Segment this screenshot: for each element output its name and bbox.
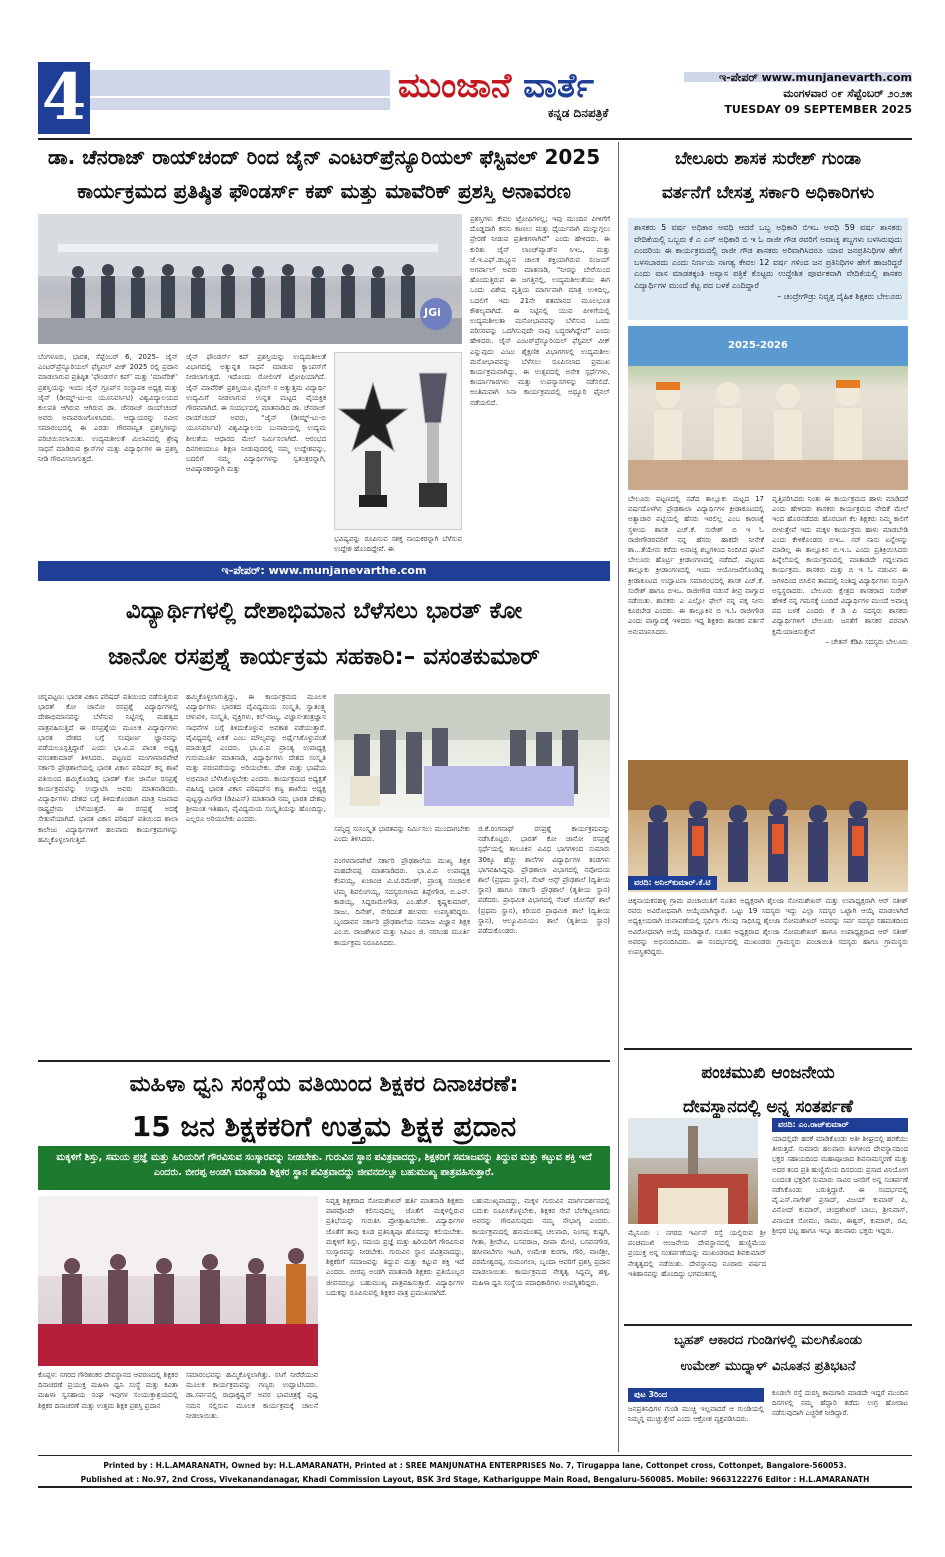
right3-column: ಮೈಸೂರು : ನಗರದ ಇರ್ವಿನ್ ರಸ್ತೆ ಯಲ್ಲಿರುವ ಶ್ರೀ ಪಂಚಮುಖಿ ಆಂಜನೇಯ ದೇವಸ್ಥಾನದಲ್ಲಿ ಹುಣ್ಣಿಮೆಯ ಪ್ರಯುಕ್ತ ಅನ್ನ ಸಂತರ್ಪಣೆಯನ್ನು ಮುಖಂಡರಾದ ಶಿವಕುಮಾರ್ ನೇತೃತ್ವದಲ್ಲಿ ನಡೆಯಿತು. ದೇವಸ್ಥಾನವು ನೂರಾರು ವರ್ಷದ ಇತಿಹಾಸವನ್ನು ಹೊಂದಿದ್ದು ಭಗವಂತನಲ್ಲಿ xyxy=(628,1229,766,1278)
story3-column: ಕೊಪ್ಪಳ: ನಗರದ ಗೌರಿಶಂಕರ ದೇವಸ್ಥಾನದ ಆವರಣದಲ್ಲಿ ಶಿಕ್ಷಕರ ದಿನಾಚರಣೆ ಪ್ರಯುಕ್ತ ಮಹಿಳಾ ಧ್ವನಿ ಸಂಸ್ಥೆ ಮತ್ತು ಕವಿತಾ ಮಹಿಳಾ ಸ್ವಸಹಾಯ ಸಂಘ ಇವುಗಳ ಸಂಯುಕ್ತಾಶ್ರಯದಲ್ಲಿ ಶಿಕ್ಷಕರ ದಿನಾಚರಣೆ ಮತ್ತು ಉತ್ತಮ ಶಿಕ್ಷಕ ಪ್ರಶಸ್ತಿ ಪ್ರದಾನ xyxy=(38,1371,178,1410)
right4-headline xyxy=(624,1328,912,1380)
story3-column: ಸಮಾರಂಭವನ್ನು ಹಮ್ಮಿಕೊಳ್ಳಲಾಗಿತ್ತು. ಸಸಿಗೆ ನೀರೆರೆಯುವ ಮೂಲಕ ಕಾರ್ಯಕ್ರಮವನ್ನು ಗಣ್ಯರು ಉದ್ಘಾಟಿಸಿದರು. ಡಾ.ಸರ್ವಪಲ್ಲಿ ರಾಧಾಕೃಷ್ಣನ್ ಅವರ ಭಾವಚಿತ್ರಕ್ಕೆ ಪುಷ್ಪ ನಮನ ಸಲ್ಲಿಸುವ ಮೂಲಕ ಕಾರ್ಯಕ್ರಮಕ್ಕೆ ಚಾಲನೆ ನೀಡಲಾಯಿತು. xyxy=(186,1371,318,1420)
story1-headline xyxy=(38,140,610,208)
right1-headline-line1: ಬೇಲೂರು ಶಾಸಕ ಸುರೇಶ್ ಗುಂಡಾ xyxy=(675,149,861,169)
date-kannada: ಮಂಗಳವಾರ ೦೯ ಸೆಪ್ಟೆಂಬರ್ ೨೦೨೫ xyxy=(783,87,912,100)
right3-reporter-tag: ವರದಿ: ಎಂ.ರಾಜ್‌ಕುಮಾರ್ xyxy=(772,1118,908,1132)
story3-column: ಬಹುಮುಖ್ಯವಾದದ್ದು, ಮಕ್ಕಳ ಗುರುವಿನ ಮಾರ್ಗದರ್ಶನದಲ್ಲಿ ಬದುಕು ರೂಪಿಸಿಕೊಳ್ಳಬೇಕು, ಶಿಕ್ಷಕರ ಸೇವೆ ಬೆಲೆಕಟ್ಟಲಾಗದು ಅವರನ್ನು ಗೌರವಿಸುವುದು ನಮ್ಮ ಸೌಭಾಗ್ಯ ಎಂದರು. ಕಾರ್ಯಕ್ರಮದಲ್ಲಿ ಹನುಮಂತಪ್ಪ ಚಲವಾದಿ, ನಿಂಗಪ್ಪ ಕುಷ್ಟಗಿ, ಗೀತಾ, ಶ್ರೀದೇವಿ, ಬಸವರಾಜ, ದೀಪಾ ಮೇಟಿ, ಬಸವನಗೌಡ, ಹಸೀನಾಬೇಗಂ ಇಟಗಿ, ಉಮೇಶ ಕುರಗಾ, ಗೌರಿ, ವಾಣಿಶ್ರೀ, ಪರಮೇಶ್ವರಪ್ಪ, ಸುಮಂಗಲಾ, ಬೃಂದಾ ಆವರಿಗೆ ಪ್ರಶಸ್ತಿ ಪ್ರದಾನ ಮಾಡಲಾಯಿತು. ಕಾರ್ಯಕ್ರಮದ ನೇತೃತ್ವ ಸಿದ್ದಮ್ಮ ಹಳ್ಳಿ, ಮಹಿಳಾ ಧ್ವನಿ ಸಂಸ್ಥೆಯ ಪದಾಧಿಕಾರಿಗಳು ಉಪಸ್ಥಿತರಿದ್ದರು. xyxy=(472,1197,610,1287)
story1-headline-line1: ಡಾ. ಚೆನರಾಜ್ ರಾಯ್‌ಚಂದ್ ರಿಂದ ಜೈನ್ ಎಂಟರ್‌ಪ್ರೆನ್ಯೂರಿಯಲ್ ಫೆಸ್ಟಿವಲ್ 2025 xyxy=(47,145,601,169)
story1-column: ಪ್ರಶಸ್ತಿಗಳು ಕೇವಲ ಟ್ರೋಫಿಗಳಲ್ಲ; ಇವು ಮುಂದಿನ ಪೀಳಿಗೆಗೆ ದೊಡ್ಡದಾಗಿ ಕನಸು ಕಾಣಲು ಮತ್ತು ಧೈರ್ಯವಾಗಿ ಮುನ್ನುಗ್ಗಲು ಪ್ರೇರಣೆ ನೀಡುವ ಪ್ರತೀಕಗಳಾಗಿವೆ” ಎಂದು ಹೇಳಿದರು. ಈ ಕುರಿತು ಜೈನ್ ಲಾಂಚ್‌ಪ್ಯಾಡ್‌ನ ಸಿಇಒ, ಮತ್ತು ಜೆ.ಇ.ಎಫ್.ಡಬ್ಲ್ಯೂನ ಚಾಲಕ ಶಕ್ತಿಯಾಗಿರುವ ಸಂಜಯ್ ಅಗರ್ವಾಲ್ ಅವರು ಮಾತನಾಡಿ, “ನೀರನ್ನು ಬೇರೆಯಿಂದ ಹೊಂದುತ್ತಿರುವ ಈ ಜಗತ್ತಿನಲ್ಲಿ, ಉದ್ಯಮಶೀಲತೆಯು ಈಗ ಒಂದು ವಿಶೇಷ ವೃತ್ತಿಯ ಮಾರ್ಗವಾಗಿ ಮಾತ್ರ ಉಳಿದಿಲ್ಲ, ಬದಲಿಗೆ ಇದು 21ನೇ ಶತಮಾನದ ಮೂಲಭೂತ ಕೌಶಲ್ಯವಾಗಿದೆ. ಈ ನಿಟ್ಟಿನಲ್ಲಿ ಯುವ ಪೀಳಿಗೆಯಲ್ಲಿ ಉದ್ಯಮಶೀಲತಾ ಮನೋಭಾವವನ್ನು ಬೆಳೆಸುವ ಒಂದು ಪರಿಸರವನ್ನು ಒದಗಿಸುವುದೇ ನಾವು ಬದ್ಧರಾಗಿದ್ದೇವೆ” ಎಂದು ಹೇಳಿದರು. ಜೈನ್ ಎಂಟರ್‌ಪ್ರೆನ್ಯೂರಿಯಲ್ ಫೆಸ್ಟಿವಲ್ ವೀಕ್ ಎನ್ನುವುದು ಎಂಟು ಶೈಕ್ಷಣಿಕ ವಿಭಾಗಗಳಲ್ಲಿ ಉದ್ಯಮಶೀಲ ಮನೋಭಾವವನ್ನು ಬೆಳೆಸಲು ರೂಪಿಸಲಾದ ಪ್ರಮುಖ ಕಾರ್ಯಕ್ರಮವಾಗಿದ್ದು, ಈ ಉತ್ಸವದಲ್ಲಿ ಅನೇಕ ಸ್ಪರ್ಧೆಗಳು, ಕಾರ್ಯಾಗಾರಗಳು ಮತ್ತು ಉಪನ್ಯಾಸಗಳನ್ನು ನಡೆಸಲಿದೆ. ಅಂತಿಮವಾಗಿ ಸಿನಾ ಕಾರ್ಯಕ್ರಮದಲ್ಲಿ ಅಧ್ಯೂರಿ ಫೈನಲ್ ನಡೆಯಲಿದೆ. xyxy=(470,215,610,407)
story1-photo xyxy=(38,214,462,344)
trophy-photo xyxy=(334,352,462,530)
divider xyxy=(624,1324,912,1326)
award-photo-graphic xyxy=(334,694,610,818)
divider xyxy=(624,1048,912,1050)
page-number: 4 xyxy=(38,62,90,134)
right3-column: ಯಾದಲ್ಲಿದೇ ಹರಕೆ ಮಾಡಿಕೊಂಡು ಅತೀ ಶೀಘ್ರದಲ್ಲಿ ಹರಕೆಯು ತೀರುತ್ತದೆ. ಸುಮಾರು ಹಲವಾರು ತಿಂಗಳಿಂದ ದೇವಸ್ಥಾನದಿಂದ ಭಕ್ತರ ಸಹಾಯದಿಂದ ಮಹಾಪೂಜಾದ ಶಿವನಾಮಸ್ಮರಣೆ ಮತ್ತು ಅದರ ತಂದ ಪ್ರತಿ ಹುಣ್ಣಿಮೆಯ ದಿನದಂದು ಪ್ರಸಾದ ವಿನಿಯೋಗ ಬಂದಂತ ಭಕ್ತರಿಗೆ ಸುಮಾರು ಸಾವಿರ ಜನರಿಗೆ ಅನ್ನ ಸಂತರ್ಪಣೆ ನಡೆಸಿಕೊಂಡು ಬರುತ್ತಿದ್ದಾರೆ. ಈ ಸಂದರ್ಭದಲ್ಲಿ ವೈ.ಎಸ್.ನಾಗೇಶ್ ಪ್ರಸಾದ್, ವಿಜಯ್ ಕುಮಾರ್ ಪಿ, ವಿನೋದ್ ಕುಮಾರ್, ಚಂದ್ರಶೇಖರ್ ಬಾಬು, ಶ್ರೀನಿವಾಸ್, ವಿನಾಯಕ ಸೋಮು, ರಾಮು, ಈಶ್ವರ್, ಕುಮಾರ್, ರವಿ, ಶ್ರೀಧರ ಭಟ್ಟ ಹಾಗೂ ಇನ್ನೂ ಹಲವಾರು ಭಕ್ತರು ಇದ್ದರು. xyxy=(772,1135,908,1235)
right2-reporter-tag: ವರದಿ: ಅನಿಲ್‌ಕುಮಾರ್.ಕೆ.ಟಿ xyxy=(628,876,717,890)
group-photo-graphic xyxy=(38,214,462,344)
story3-headline-line2: 15 ಜನ ಶಿಕ್ಷಕಕರಿಗೆ ಉತ್ತಮ ಶಿಕ್ಷಕ ಪ್ರದಾನ xyxy=(131,1110,517,1143)
right3-headline-line2: ದೇವಸ್ಥಾನದಲ್ಲಿ ಅನ್ನ ಸಂತರ್ಪಣೆ xyxy=(683,1097,853,1117)
masthead-title-part2: ವಾರ್ತೆ xyxy=(523,66,594,106)
masthead-info xyxy=(716,70,912,118)
right1-photo xyxy=(628,326,908,490)
story2-headline xyxy=(38,588,610,680)
masthead-strip xyxy=(90,70,390,96)
right4-column: ಜನಪ್ರತಿನಿಧಿಗಳ ಗುಂಡಿ ಮುಚ್ಚಿ ಇಲ್ಲವಾದರೆ ಆ ಗುಂಡಿಯಲ್ಲಿ ನಿಮ್ಮನ್ನ ಮುಚ್ಚುತ್ತೇವೆ ಎಂದು ಆಕ್ರೋಶ ವ್ಯಕ್ತಪಡಿಸಿದರು. xyxy=(628,1405,764,1424)
masthead-strip xyxy=(90,98,390,110)
story2-caption: ಸಮೃದ್ಧ ಸುಸಂಸ್ಕೃತ ಭಾರತವನ್ನು ನಿರ್ಮಿಸಲು ಮುಂದಾಗಬೇಕು ಎಂದು ತಿಳಿಸಿದರು. xyxy=(334,825,470,844)
right1-column-credit: – ಚೇತನ್ ಕೆಡಿಪಿ ಸದಸ್ಯರು ಬೇಲೂರು xyxy=(825,637,908,646)
right3-headline xyxy=(624,1056,912,1124)
masthead-title-part1: ಮುಂಜಾನೆ xyxy=(398,66,512,106)
right3-headline-line1: ಪಂಚಮುಖಿ ಆಂಜನೇಯ xyxy=(701,1063,835,1083)
date-english: TUESDAY 09 SEPTEMBER 2025 xyxy=(724,103,912,116)
right1-lead xyxy=(628,218,908,320)
right1-column: ಬೇಲೂರು ಪಟ್ಟಣದಲ್ಲಿ ನಡೆದ ತಾಲ್ಲೂಕು ಮಟ್ಟದ 17 ವರ್ಷದೊಳಗಿನ ಪ್ರೌಢಶಾಲಾ ವಿದ್ಯಾರ್ಥಿಗಳ ಕ್ರೀಡಾಕೂಟದಲ್ಲಿ ಅತ್ಯಾಚಾರ ಪಟ್ಟಿಯಲ್ಲಿ ಹೆಸರು ಇರಲಿಲ್ಲ ಎಂಬ ಕಾರಣಕ್ಕೆ ಸ್ಥಳೀಯ ಶಾಸಕ ಎಚ್.ಕೆ. ಸುರೇಶ್ ಬಿ ಇ ಓ ರಾಜೀಗೌಡರವರಿಗೆ ನನ್ನ ಹೆಸರು ಹಾಕದೇ ನೀನೇಕೆ ಶಾ...ತೆಯೇನು ಕರೆದು ಅವಾಚ್ಯ ಶಬ್ದಗಳಿಂದ ನಿಂದಿಸಿದ ಘಟನೆ ಬೇಲೂರು ಹೊರ್ಟ್ರ ಕ್ರೀಡಾಂಗಣದಲ್ಲಿ ನಡೆದಿದೆ. ಪಟ್ಟಣದ ತಾಲ್ಲೂಕು ಕ್ರೀಡಾಂಗಣದಲ್ಲಿ ಇಂದು ಆಯೋಜನೆಗೊಂಡಿದ್ದ ಕ್ರೀಡಾಕೂಟದ ಉದ್ಘಾಟನಾ ಸಮಾರಂಭದಲ್ಲಿ ಶಾಸಕ ಎಚ್.ಕೆ. ಸುರೇಶ್ ಹಾಗೂ ಬಿಇಒ. ರಾಜೀಗೌಡ ನಡುವೆ ತೀವ್ರ ವಾಗ್ವಾದ ನಡೆಯಿತು. ಶಾಸಕರು ಎ ಎಲ್ಲೋ ಫೇಲ್ ನನ್ನ ಪಕ್ಕ ನೀನು ಕೂರಬೇಡ ಎಂದರು. ಈ ತಾಲ್ಲೂಕಿನ ಬಿ ಇ.ಓ ರಾಜೀಗೌಡ ಎಂದು ವಾಗ್ವಾದಕ್ಕೆ ಇಳಿದರು ಇದ್ದ ಶಿಕ್ಷಕರು ಶಾಸಕರ ವರ್ತನೆ ಅನುಮಾನಿಸಿದರು. xyxy=(628,495,764,636)
story2-column: ಚನ್ನಪಟ್ಟಣ: ಭಾರತ ವಿಕಾಸ ಪರಿಷದ್ ವತಿಯಿಂದ ನಡೆಸುತ್ತಿರುವ ಭಾರತ್ ಕೋ ಜಾನೋ ರಸಪ್ರಶ್ನೆ ವಿದ್ಯಾರ್ಥಿಗಳಲ್ಲಿ ದೇಶಾಭಿಮಾನವನ್ನು ಬೆಳೆಸುವ ನಿಟ್ಟಿನಲ್ಲಿ ಮಹತ್ವದ ಪಾತ್ರವಹಿಸುತ್ತಿದೆ ಈ ರಸಪ್ರಶ್ನೆಯ ಮೂಲಕ ವಿದ್ಯಾರ್ಥಿಗಳು ಭಾರತ ದೇಶದ ಬಗ್ಗೆ ಸಂಪೂರ್ಣ ಜ್ಞಾನವನ್ನು ಪಡೆಯಲೂಸ್ಪತ್ತಿದ್ದಾರೆ ಎಂದು ಭಾ.ವಿ.ಪ ಪಾಂತ ಅಧ್ಯಕ್ಷ ವಸಂತಕುಮಾರ್ ತಿಳಿಸಿದರು. ಪಟ್ಟಣದ ಮಂಗಳವಾರಪೇಟೆ ಸರ್ಕಾರಿ ಪ್ರೌಢಶಾಲೆಯಲ್ಲಿ ಭಾರತ ವಿಕಾಸ ಪರಿಷದ್ ಕನ್ನ ಶಾಖೆ ವತಿಯಿಂದ ಹಮ್ಮಿಕೊಂಡಿದ್ದ ಭಾರತ್ ಕೋ ಜಾನೋ ರಸಪ್ರಶ್ನೆ ಕಾರ್ಯಕ್ರಮವನ್ನು ಉದ್ಘಾಟಿಸಿ ಅವರು ಮಾತನಾಡಿದರು. ವಿದ್ಯಾರ್ಥಿಗಳು ದೇಶದ ಬಗ್ಗೆ ತಿಳಿದುಕೊಂಡಾಗ ಮಾತ್ರ ನಿಜವಾದ ರಾಷ್ಟ್ರಪ್ರೇಮ ಬೆಳೆಯುತ್ತದೆ. ಈ ರಸಪ್ರಶ್ನೆ ಅದಕ್ಕೆ ಸೇತುವೆಯಾಗಿದೆ. ಭಾರತ ವಿಕಾಸ ಪರಿಷದ್ ವತಿಯಿಂದ ಶಾಲಾ ಕಾಲೇಜು ವಿದ್ಯಾರ್ಥಿಗಳಿಗೆ ಹಲವಾರು ಕಾರ್ಯಕ್ರಮಗಳನ್ನು ಹಮ್ಮಿಕೊಳ್ಳಲಾಗುತ್ತಿದೆ. xyxy=(38,693,178,844)
imprint-footer xyxy=(38,1455,912,1488)
right1-column-text: ವೃತ್ತಿಪರಿಸಿದರು ನಿಂತು ಈ ಕಾರ್ಯಕ್ರಮದ ಹಾಳು ಮಾಡಿದರೆ ಎಂದು ಹೇಳಿದರು ಶಾಸಕರು ಕಾರ್ಯಕ್ರಮದ ವೇದಿಕೆ ಮೇಲೆ ಇಂದ ಹೊರನಡೆದರು ಹೊರಬಾಗ ಕೆಲ ಶಿಕ್ಷಕರು ನಿಮ್ಮ ಕಾಲಿಗೆ ಬೀಳುತ್ತೇವೆ ಇದು ಮಕ್ಕಳ ಕಾರ್ಯಕ್ರಮ ಹಾಳು ಮಾಡಬೇಡಿ ಎಂದು ಕೇಳಿಕೊಂಡರು ಬಿಇಒ. ಸರ್ ನಾನು ಏನ್ನೇಳನ್ನು ಮಾಡಿಲ್ಲ ಈ ತಾಲ್ಲೂಕಿನ ಬಿ.ಇ.ಒ ಎಂದು ಪ್ರತಿಕ್ರಿಯಿಸಿದರು ಹಿನ್ನೆಲೆಯಲ್ಲಿ ಕಾರ್ಯಕ್ರಮದಲ್ಲಿ ಮಾತಾಡದೇ ಗದ್ದಲವಾದ ಕಾರ್ಯಕ್ರಮ. ಶಾಸಕರು ಮತ್ತು ಬಿ ಇ ಓ ನಡುವಿನ ಈ ಜಗಳದಿಂದ ಬಿಸಿಲಿನ ತಾಪದಲ್ಲಿ ನಿಂತಿದ್ದ ವಿದ್ಯಾರ್ಥಿಗಳು ಸುಸ್ತಾಗಿ ಅಸ್ವಸ್ಥರಾದರು. ಬೇಲೂರು ಕ್ಷೇತ್ರದ ಶಾಸಕರಾದ ಸುರೇಶ್ ಹೇಳಿಕೆ ನನ್ನ ಗಮನಕ್ಕೆ ಬಂದಿದೆ ವಿದ್ಯಾರ್ಥಿಗಳ ಮುಂದೆ ಅವಾಚ್ಯ ಪದ ಬಳಕೆ ಎಂದರು ಕೆ ಡಿ ಪಿ ಸದಸ್ಯರು ಶಾಸಕರು ವಿದ್ಯಾರ್ಥಿಗಳಿಗೆ ಬೇಲೂರು ಜನತೆಗೆ ಶಾಸಕರ ಪರವಾಗಿ ಕ್ಷಮೆಯಾಚಿಸುತ್ತೇವೆ xyxy=(772,495,908,636)
right3-photo xyxy=(628,1118,758,1224)
temple-photo-graphic xyxy=(628,1118,758,1224)
right2-body: ಚಿಕ್ಕನಾಯಕನಹಳ್ಳಿ ಗ್ರಾಮ ಪಂಚಾಯಿತಿಗೆ ನೂತನ ಅಧ್ಯಕ್ಷರಾಗಿ ಶೈಲಜಾ ಸೋಮಶೇಖರ್ ಮತ್ತು ಉಪಾಧ್ಯಕ್ಷರಾಗಿ ಆರ್ ಸತೀಶ್ ರವರು ಅವಿರೋಧವಾಗಿ ಆಯ್ಕೆಯಾಗಿದ್ದಾರೆ. ಒಟ್ಟು 19 ಸದಸ್ಯರು ಇದ್ದು ಎಲ್ಲಾ ಸದಸ್ಯರ ಒಟ್ಟಾಗಿ ಆಯ್ಕೆ ಮಾಡಲಾಗಿದೆ ಅಧ್ಯಕ್ಷೀಯರಾಗಿ ಚುನಾವಣೆಯಲ್ಲಿ ಸ್ಪರ್ಧಿಸಿ ಗೆಲುವು ಸಾಧಿಸಿದ್ದ ಶೈಲಜಾ ಸೋಮಶೇಖರ್ ಅವರನ್ನು ಸರ್ವ ಸದಸ್ಯರ ಸಹಮತದಿಂದ ಅವಿರೋಧವಾಗಿ ಆಯ್ಕೆ ಮಾಡಿದ್ದಾರೆ. ನೂತನ ಅಧ್ಯಕ್ಷರಾದ ಶೈಲಜಾ ಸೋಮಶೇಖರ್ ಹಾಗೂ ಉಪಾಧ್ಯಕ್ಷರಾದ ಆರ್ ಸತೀಶ್ ಅವರನ್ನು ಅಭಿನಂದಿಸಿದರು. ಈ ಸಂದರ್ಭದಲ್ಲಿ ಮುಖಂಡರು ಗ್ರಾಮಸ್ಥರು ಪಂಚಾಯಿತಿ ಸದಸ್ಯರು ಹಾಗೂ ಗ್ರಾಮಸ್ಥರು ಉಪಸ್ಥಿತರಿದ್ದರು. xyxy=(628,897,908,957)
right1-headline xyxy=(624,142,912,210)
garland-photo-graphic xyxy=(628,760,908,892)
jgi-logo: JGi xyxy=(424,306,441,319)
masthead-tagline: ಕನ್ನಡ ದಿನಪತ್ರಿಕೆ xyxy=(548,106,609,120)
story1-column: ಜೈನ್ ಫೌಂಡರ್ಸ್ ಕಪ್ ಪ್ರಶಸ್ತಿಯನ್ನು ಉದ್ಯಮಶೀಲತೆ ವಿಭಾಗದಲ್ಲಿ ಅತ್ಯುನ್ನತ ಸಾಧನೆ ಮಾಡುವ ಕ್ಯಾಂಪಸ್‌ಗೆ ನೀಡಲಾಗುತ್ತದೆ. ಇದೊಂದು ರೋಲಿಂಗ್ ಟ್ರೋಫಿಯಾಗಿದೆ. ಜೈನ್ ಮಾವೆರಿಕ್ ಪ್ರಶಸ್ತಿಯೂ ಫೈನಲ್ ನ ಅತ್ಯುತ್ತಮ ವಿದ್ಯಾರ್ಥಿ ಉದ್ಯಮಿಗೆ ನೀಡಲಾಗುವ ಉನ್ನತ ಮಟ್ಟದ ವೈಯಕ್ತಿಕ ಗೌರವವಾಗಿದೆ. ಈ ಸಂದರ್ಭದಲ್ಲಿ ಮಾತನಾಡಿದ ಡಾ. ಚೆನರಾಜ್ ರಾಯ್‌ಚಂದ್ ಅವರು, “ಜೈನ್ (ಡೀಮ್ಡ್-ಟು-ಬಿ ಯೂನಿವರ್ಸಿಟಿ) ವಿಶ್ವವಿದ್ಯಾಲಯ ಬುನಾದಿಯಲ್ಲಿ ಉದ್ಯಮ ಶೀಲತೆಯ ಆಧಾರದ ಮೇಲೆ ನಿರ್ಮಿಸಲಾಗಿದೆ. ಆರಂಭದ ದಿನಗಳಿಂದಲೂ ಶಿಕ್ಷಣ ನೀಡುವುದರಲ್ಲಿ ನಮ್ಮ ಉದ್ದೇಶವನ್ನು, ಬದಲಿಗೆ ನಮ್ಮ ವಿದ್ಯಾರ್ಥಿಗಳನ್ನು ಸ್ವತಂತ್ರರನ್ನಾಗಿ, ಆವಿಷ್ಕಾರಕರನ್ನಾಗಿ ಮತ್ತು xyxy=(186,353,326,474)
story2-column: ಜಿ.ಕೆ.ರಂಗನಾಥ್ ರಸಪ್ರಶ್ನೆ ಕಾರ್ಯಕ್ರಮವನ್ನು ನಡೆಸಿಕೊಟ್ಟರು. ಭಾರತ್ ಕೋ ಜಾನೋ ರಸಪ್ರಶ್ನೆ ಸ್ಪರ್ಧೆಯಲ್ಲಿ ತಾಲೂಕಿನ ವಿವಿಧ ಭಾಗಗಳಿಂದ ಸುಮಾರು 30ಕ್ಕೂ ಹೆಚ್ಚು ಶಾಲೆಗಳ ವಿದ್ಯಾರ್ಥಿಗಳ ತಂಡಗಳು ಭಾಗವಹಿಸಿದ್ದವು. ಪ್ರೌಢಶಾಲಾ ವಿಭಾಗದಲ್ಲಿ ನವೋದಯ ಶಾಲೆ (ಪ್ರಥಮ ಸ್ಥಾನ), ಸೆಂಟ್ ಆನ್ಸ್ ಪ್ರೌಢಶಾಲೆ (ದ್ವಿತೀಯ ಸ್ಥಾನ) ಹಾಗೂ ಸರ್ಕಾರಿ ಪ್ರೌಢಶಾಲೆ (ತೃತೀಯ ಸ್ಥಾನ) ಪಡೆದರು. ಪ್ರಾಥಮಿಕ ವಿಭಾಗದಲ್ಲಿ ಸೆಂಟ್ ಜೋಸೆಫ್ ಶಾಲೆ (ಪ್ರಥಮ ಸ್ಥಾನ), ಕಿರಿಯರ ಪ್ರಾಥಮಿಕ ಶಾಲೆ (ದ್ವಿತೀಯ ಸ್ಥಾನ), ಆಲ್ಯೂಮಿನಿಯಂ ಶಾಲೆ (ತೃತೀಯ ಸ್ಥಾನ) ಪಡೆದುಕೊಂಡರು. xyxy=(478,825,610,936)
imprint-line2: Published at : No.97, 2nd Cross, Vivekanandanagar, Khadi Commission Layout, BSK 3rd Stage, Kathariguppe Main Road, Bengaluru-560085. Mobile: 9663122276 Editor : H.L.AMARANATH xyxy=(80,1475,870,1484)
right4-headline-line2: ಉಮೇಶ್ ಮುದ್ನಾಳ್ ವಿನೂತನ ಪ್ರತಿಭಟನೆ xyxy=(680,1359,856,1374)
photo-banner-year: 2025-2026 xyxy=(728,340,788,351)
masthead-title xyxy=(398,66,698,106)
right1-lead-credit: – ಚಂದ್ರೇಗೌಡ್ರು ನಿವೃತ್ತ ದೈಹಿಕ ಶಿಕ್ಷಕರು ಬೇಲೂರು xyxy=(777,292,902,301)
story3-headline-line1: ಮಹಿಳಾ ಧ್ವನಿ ಸಂಸ್ಥೆಯ ವತಿಯಿಂದ ಶಿಕ್ಷಕರ ದಿನಾಚರಣೆ: xyxy=(129,1072,519,1097)
right4-tag: ಪುಟ 3ರಿಂದ xyxy=(628,1388,764,1402)
story3-column: ನಿವೃತ್ತ ಶಿಕ್ಷಕರಾದ ಸೋಮಶೇಖರ್ ಹರ್ತಿ ಮಾತನಾಡಿ ಶಿಕ್ಷಕರು ಪಾಠವೊಂದೇ ಕಲಿಸುವುದಲ್ಲ ಜೊತೆಗೆ ಮಕ್ಕಳಲ್ಲಿರುವ ಪ್ರತಿಭೆಯನ್ನು ಗುರುತಿಸಿ ಪ್ರೋತ್ಸಾಹಿಸಬೇಕು. ವಿದ್ಯಾರ್ಥಿಗಳ ಜೊತೆಗೆ ತಾವು ಕೂಡ ಪ್ರತಿನಿತ್ಯವೂ ಹೊಸದನ್ನು ಕಲಿಯಬೇಕು. ಮಕ್ಕಳಿಗೆ ಶಿಸ್ತು, ಸಮಯ ಪ್ರಜ್ಞೆ ಮತ್ತು ಹಿರಿಯರಿಗೆ ಗೌರವಿಸುವ ಸಂಸ್ಕಾರವನ್ನು ನೀಡಬೇಕು. ಗುರುವಿನ ಸ್ಥಾನ ಪವಿತ್ರವಾದದ್ದು, ಶಿಕ್ಷಕರಿಗೆ ಸಮಾಜವನ್ನು ತಿದ್ದುವ ಮತ್ತು ಕಟ್ಟುವ ಶಕ್ತಿ ಇದೆ ಎಂದರು. ಬೀರಪ್ಪ ಅಂಡಗಿ ಮಾತನಾಡಿ ಶಿಕ್ಷಕರು ಪ್ರತಿಯೊಬ್ಬರ ಜೀವನದಲ್ಲೂ ಬಹುಮುಖ್ಯ ಪಾತ್ರವಹಿಸುತ್ತಾರೆ. ವಿದ್ಯಾರ್ಥಿಗಳ ಬದುಕನ್ನು ರೂಪಿಸುವಲ್ಲಿ ಶಿಕ್ಷಕರ ಪಾತ್ರ ಪ್ರಮುಖವಾಗಿದೆ. xyxy=(326,1197,464,1297)
trophy-icon xyxy=(335,353,462,530)
right1-headline-line2: ವರ್ತನೆಗೆ ಬೇಸತ್ತ ಸರ್ಕಾರಿ ಅಧಿಕಾರಿಗಳು xyxy=(661,183,875,203)
story1-headline-line2: ಕಾರ್ಯಕ್ರಮದ ಪ್ರತಿಷ್ಠಿತ ಫೌಂಡರ್ಸ್ ಕಪ್ ಮತ್ತು ಮಾವೆರಿಕ್ ಪ್ರಶಸ್ತಿ ಅನಾವರಣ xyxy=(77,179,571,203)
story2-column: ವಂಗಳವಾರಪೇಟೆ ಸರ್ಕಾರಿ ಪ್ರೌಢಶಾಲೆಯ ಮುಖ್ಯ ಶಿಕ್ಷಕ ಮಹದೇವಪ್ಪ ಮಾತನಾಡಿದರು. ಭಾ.ವಿ.ಪ ಉಪಾಧ್ಯಕ್ಷ ಕೆಂಪಯ್ಯ, ಖಜಾಂಚಿ ವಿ.ಟಿ.ರಮೇಶ್, ಪ್ರಾಂತ್ಯ ಸಂಚಾಲಕ ಟಿಮ್ಮ ಶಿವಲಿಂಗಯ್ಯ, ಸದಸ್ಯರುಗಳಾದ ತಿಪ್ಪೇಗೌಡ, ಬಿ.ಎನ್. ಕಾಡಯ್ಯ, ಸಿದ್ದರಾಮೇಗೌಡ, ಎಂ.ಹೆಚ್. ಕೃಷ್ಣಕುಮಾರ್, ರಾಜು, ದಿನೇಶ್, ಸೇರಿದಂತೆ ಹಲವರು ಉಪಸ್ಥಿತರಿದ್ದರು. ಬೃಂದಾವನ ಸರ್ಕಾರಿ ಪ್ರೌಢಶಾಲೆಯ ಸಮಾಜ ವಿಜ್ಞಾನ ಶಿಕ್ಷಕ ಎಂ.ಬಿ. ರಾಜಶೇಖರ ಮತ್ತು ಸಿಪಿಎಂ ಜಿ. ನರಸಿಂಹ ಮೂರ್ತಿ ಕಾರ್ಯಕ್ರಮ ನಿರೂಪಿಸಿದರು. xyxy=(334,857,470,947)
epaper-banner[interactable]: ಇ-ಪೇಪರ್: www.munjanevarthe.com xyxy=(38,561,610,581)
story1-column: ಬೆಂಗಳೂರು, ಭಾರತ, ಸೆಪ್ಟೆಂಬರ್ 6, 2025– ಜೈನ್ ಎಂಟರ್‌ಪ್ರೆನ್ಯೂರಿಯಲ್ ಫೆಸ್ಟಿವಲ್ ವೀಕ್ 2025 ರಲ್ಲಿ ಪ್ರದಾನ ಮಾಡಲಾಗುವ ಪ್ರತಿಷ್ಠಿತ ‘ಫೌಂಡರ್ಸ್ ಕಪ್’ ಮತ್ತು ‘ಮಾವೆರಿಕ್’ ಪ್ರಶಸ್ತಿಯನ್ನು ಇಂದು ಜೈನ್ ಗ್ರೂಪ್‌ನ ಸಂಸ್ಥಾಪಕ ಅಧ್ಯಕ್ಷ ಮತ್ತು ಜೈನ್ (ಡೀಮ್ಡ್-ಟು-ಬಿ ಯೂನಿವರ್ಸಿಟಿ) ವಿಶ್ವವಿದ್ಯಾಲಯದ ಕುಲಪತಿ ಆಗಿರುವ ಆಗಿರುವ ಡಾ. ಚೆನರಾಜ್ ರಾಯ್‌ಚಂದ್ ಅವರು ಅನಾವರಣಗೊಳಿಸಿದರು. ಆದ್ಯಾಯರನ್ನು ನವೀನ ಸಮಾರಂಭದಲ್ಲಿ ಈ ಎರಡು ಗೌರವಾನ್ವಿತ ಪ್ರಶಸ್ತಿಗಳನ್ನು ಪರಿಚಯಿಸಲಾಯಿತು. ಉದ್ಯಮಶೀಲತೆ ಮಿಲಾಪದಲ್ಲಿ ಶ್ರೇಷ್ಠ ಸಾಧನೆ ಮಾಡಿರುವ ಕ್ಲಾಸ್‌ಗಳ ಮತ್ತು ವಿದ್ಯಾರ್ಥಿಗಳ ಈ ಪ್ರಶಸ್ತಿ ನೀಡಿ ಗೌರವಿಸಲಾಗುತ್ತದೆ. xyxy=(38,353,178,464)
epaper-link[interactable]: ಇ-ಪೇಪರ್ www.munjanevarth.com xyxy=(718,71,912,84)
right4-column: ಕೂಡಲೇ ರಸ್ತೆ ದುರಸ್ತಿ ಕಾಮಗಾರಿ ಮಾಡದೇ ಇದ್ದರೆ ಮುಂದಿನ ದಿನಗಳಲ್ಲಿ ನಮ್ಮ ಹೆದ್ದಾರಿ ತಡೆದು ಉಗ್ರ ಹೋರಾಟ ನಡೆಸುವುದಾಗಿ ಎಚ್ಚರಿಕೆ ನೀಡಿದ್ದಾರೆ. xyxy=(772,1389,908,1418)
column-divider xyxy=(618,142,619,1452)
right1-lead-text: ಶಾಸಕರು 5 ವರ್ಷ ಅಧಿಕಾರ ಅವಧಿ ಆದರೆ ಒಬ್ಬ ಅಧಿಕಾರಿ ಬಿಇಒ ಅವಧಿ 59 ವರ್ಷ ಶಾಸಕರು ವೇದಿಕೆಯಲ್ಲಿ ಒಬ್ಬರು ಕೆ ಎ ಎಸ್ ಅಧಿಕಾರಿ ಬಿ ಇ ಓ ರಾಜೀ ಗೌಡ ರವರಿಗೆ ಅವಾಚ್ಯ ಶಬ್ದಗಳು ಬಳಸಿರುವುದು ಎಂದರಿಯ ಈ ಕಾರ್ಯಕ್ರಮದಲ್ಲಿ ರಾಜೀ ಗೌಡ ಶಾಸಕರು ಅರಿವಾಗಿಸಿದರೂ ಯಾವ ಜನಪ್ರತಿನಿಧಿಗಳ ಹೇಗೆ ಬಳಸಬಾರದು ಎಂದು ನಿರ್ಣಯ ನಾಗತ್ವ ಕೇವಲ 12 ವರ್ಷ ಗಳಿಂದ ಜನ ಪ್ರತಿನಿಧಿಗಳ ಹೇಗೆ ಹಾಜರಿದ್ದರೆ ಎಂದು ವಾಸ ಮಾಡತಕ್ಕಂತಿ ಅವ್ಯಾಸ ಪತ್ರಿಕೆ ಕೊಟ್ಟರು ಉದ್ದೇಶಿತ ಪೂರ್ವಕವಾಗಿ ವೇದಿಕೆಯಲ್ಲಿ ಶಾಸಕರ ವಿದ್ಯಾರ್ಥಿಗಳ ಮುಂದೆ ಕೆಟ್ಟ ಪದ ಬಳಕೆ ಎಂದಿದ್ದಾರೆ xyxy=(634,223,902,290)
teachers-photo-graphic xyxy=(38,1196,318,1366)
right1-column xyxy=(772,494,908,750)
story2-column: ಹಮ್ಮಿಕೊಳ್ಳಲಾಗುತ್ತಿದ್ದು, ಈ ಕಾರ್ಯಕ್ರಮದ ಮೂಲಕ ವಿದ್ಯಾರ್ಥಿಗಳು ಭಾರತದ ವೈವಿಧ್ಯಮಯ ಸಂಸ್ಕೃತಿ, ಸ್ವಾತಂತ್ರ್ಯ ಚಳುವಳಿ, ಸಂಸ್ಕೃತಿ, ವ್ಯಕ್ತಿಗಳು, ಕಲೆ-ನಾಟ್ಯ, ವಿಜ್ಞಾನ-ತಂತ್ರಜ್ಞಾನ ಸಾಧನೆಗಳ ಬಗ್ಗೆ ತಿಳಿದುಕೊಳ್ಳುವ ಅವಕಾಶ ಪಡೆಯುತ್ತಾರೆ. ವೈವಿಧ್ಯದಲ್ಲಿ ಏಕತೆ ಎಂಬ ಮೌಲ್ಯವನ್ನು ಅರ್ಥೈಸಿಕೊಳ್ಳುವಂತೆ ಮಾಡುತ್ತದೆ ಎಂದರು. ಭಾ.ವಿ.ಪ ಪ್ರಾಂತ್ಯ ಉಪಾಧ್ಯಕ್ಷ ಗುರುಮೂರ್ತಿ ಮಾತನಾಡಿ, ವಿದ್ಯಾರ್ಥಿಗಳು ದೇಶದ ಸಂಸ್ಕೃತಿ ಮತ್ತು ಪರಂಪರೆಯನ್ನು ಅರಿಯಬೇಕು. ದೇಶ ಮತ್ತು ಭಾಷೆಯ ಅಭಿಮಾನ ಬೆಳೆಸಿಕೊಳ್ಳಬೇಕು ಎಂದರು. ಕಾರ್ಯಕ್ರಮದ ಅಧ್ಯಕ್ಷತೆ ವಹಿಸಿದ್ದ ಭಾರತ ವಿಕಾಸ ಪರಿಷದ್‌ನ ಕಣ್ವ ಶಾಖೆಯ ಅಧ್ಯಕ್ಷ ಪುಟ್ಟಸ್ವಾಮಿಗೌಡ (ಡಿಪಿಎಸ್) ಮಾತನಾಡಿ ನಮ್ಮ ಭಾರತ ದೇಶವು ಶ್ರೀಮಂತ ಇತಿಹಾಸ, ವೈವಿಧ್ಯಮಯ ಸಂಸ್ಕೃತಿಯನ್ನು ಹೊಂದಿದ್ದು, ಎಲ್ಲರೂ ಅರಿಯಬೇಕು ಎಂದರು. xyxy=(186,693,326,824)
right4-headline-line1: ಬೃಹತ್ ಆಕಾರದ ಗುಂಡಿಗಳಲ್ಲಿ ಮಲಗಿಕೊಂಡು xyxy=(673,1333,863,1348)
story3-photo xyxy=(38,1196,318,1366)
story2-headline-line1: ವಿದ್ಯಾರ್ಥಿಗಳಲ್ಲಿ ದೇಶಾಭಿಮಾನ ಬೆಳೆಸಲು ಭಾರತ್ ಕೋ xyxy=(125,598,523,624)
right2-photo xyxy=(628,760,908,892)
story2-photo xyxy=(334,694,610,818)
story3-lead: ಮಕ್ಕಳಿಗೆ ಶಿಸ್ತು, ಸಮಯ ಪ್ರಜ್ಞೆ ಮತ್ತು ಹಿರಿಯರಿಗೆ ಗೌರವಿಸುವ ಸಂಸ್ಕಾರವನ್ನು ನೀಡಬೇಕು. ಗುರುವಿನ ಸ್ಥಾನ ಪವಿತ್ರವಾದದ್ದು, ಶಿಕ್ಷಕರಿಗೆ ಸಮಾಜವನ್ನು ತಿದ್ದುವ ಮತ್ತು ಕಟ್ಟುವ ಶಕ್ತಿ ಇದೆ ಎಂದರು. ಬೀರಪ್ಪ ಅಂಡಗಿ ಮಾತನಾಡಿ ಶಿಕ್ಷಕರ ಸ್ಥಾನ ಪವಿತ್ರವಾದದ್ದು ಜೀವನದಲ್ಲೂ ಬಹುಮುಖ್ಯ ಪಾತ್ರವಹಿಸುತ್ತಾರೆ. xyxy=(38,1146,610,1190)
divider xyxy=(38,1060,610,1062)
trophy-caption: ಭವಿಷ್ಯವನ್ನು ರೂಪಿಸುವ ಸಶಕ್ತ ನಾಯಕರನ್ನಾಗಿ ಬೆಳೆಸುವ ಉದ್ದೇಶ ಹೊಂದಿದ್ದೇವೆ. ಈ xyxy=(334,535,462,554)
story2-headline-line2: ಜಾನೋ ರಸಪ್ರಶ್ನೆ ಕಾರ್ಯಕ್ರಮ ಸಹಕಾರಿ:– ವಸಂತಕುಮಾರ್ xyxy=(108,644,540,670)
story3-headline xyxy=(38,1064,610,1148)
imprint-line1: Printed by : H.L.AMARANATH, Owned by: H.L.AMARANATH, Printed at : SREE MANJUNATHA ENTERPRISES No. 7, Tirugappa lane, Cottonpet cross, Cottonpet, Bangalore-560053. xyxy=(103,1461,847,1470)
